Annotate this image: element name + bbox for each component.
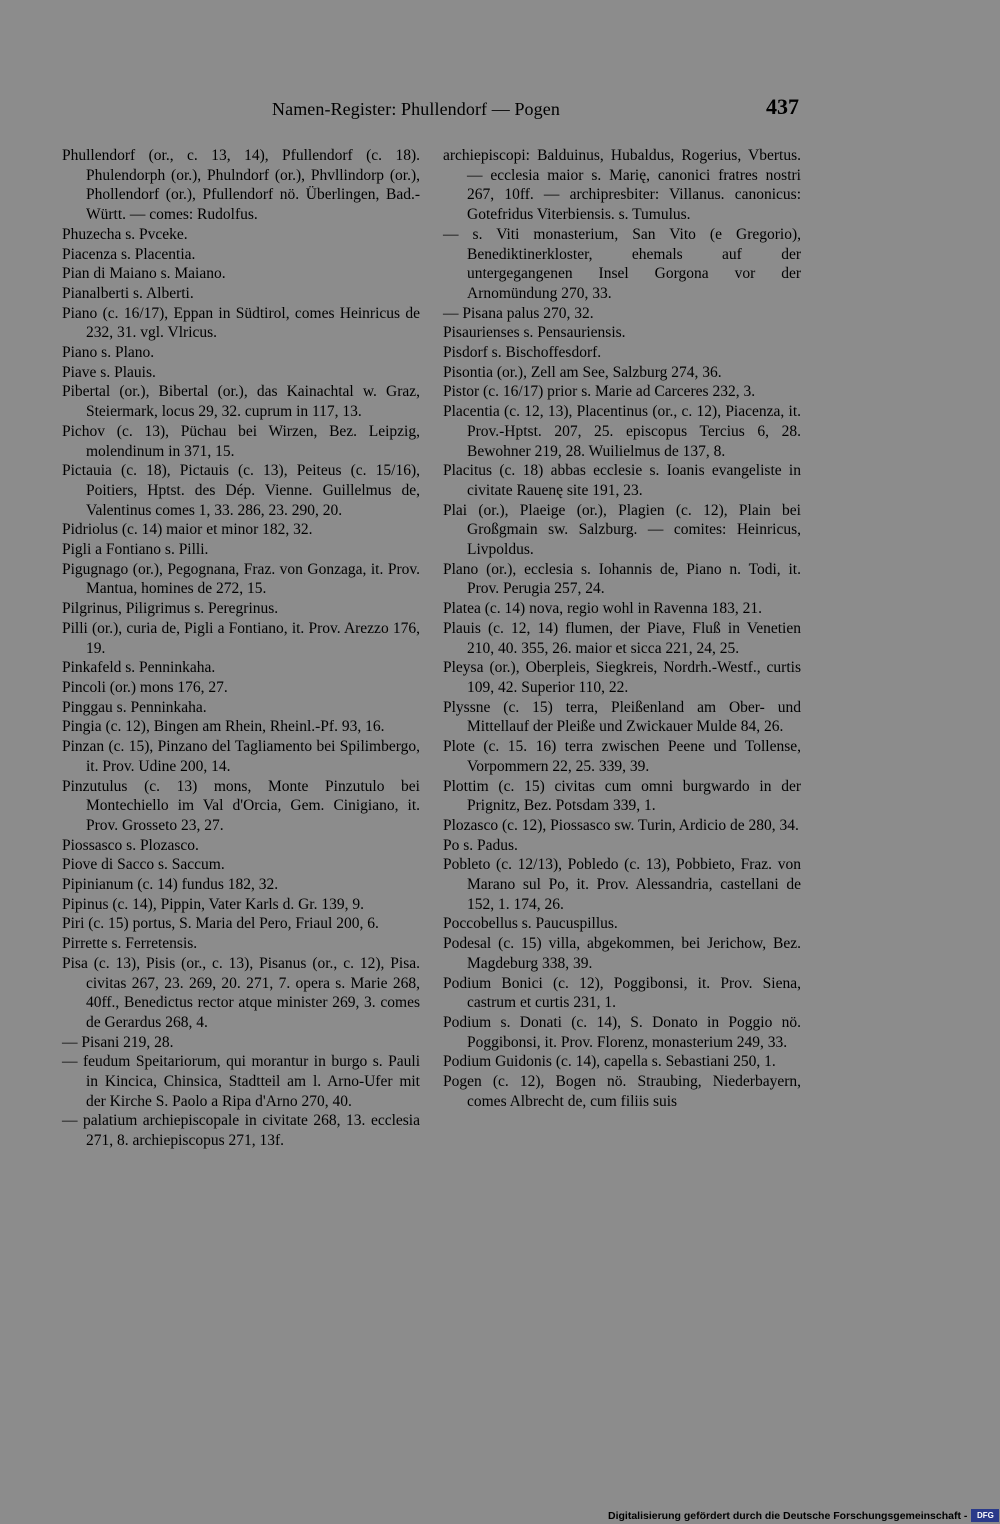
index-entry: Pincoli (or.) mons 176, 27. [62,678,228,696]
index-entry: Pingia (c. 12), Bingen am Rhein, Rheinl.-Pf. 93, 16. [62,718,385,736]
index-entry: Pisa (c. 13), Pisis (or., c. 13), Pisanus (or., c. 12), Pisa. civitas 267, 23. 269, 20. 271, 7. opera s. Marie 268, 40ff., Benedictus rector atque minister 269, 3. comes de Gerardus 268, 4. [62,954,420,1031]
index-entry: — palatium archiepiscopale in civitate 268, 13. ecclesia 271, 8. archiepiscopus 271, 13f. [62,1112,420,1150]
index-entry: Pinzutulus (c. 13) mons, Monte Pinzutulo bei Montechiello im Val d'Orcia, Gem. Cinigiano, it. Prov. Grosseto 23, 27. [62,777,420,834]
index-entry: Podium s. Donati (c. 14), S. Donato in Poggio nö. Poggibonsi, it. Prov. Florenz, monasterium 249, 33. [443,1013,801,1051]
index-entry: Piossasco s. Plozasco. [62,836,199,854]
page-number: 437 [766,94,799,119]
index-entry: — Pisana palus 270, 32. [443,304,594,322]
index-entry: Piove di Sacco s. Saccum. [62,856,225,874]
index-entry: Plottim (c. 15) civitas cum omni burgwardo in der Prignitz, Bez. Potsdam 339, 1. [443,777,801,815]
footer-credit [608,1509,999,1522]
footer-text: Digitalisierung gefördert durch die Deutsche Forschungsgemeinschaft - [608,1509,968,1522]
index-entry: Placentia (c. 12, 13), Placentinus (or., c. 12), Piacenza, it. Prov.-Hptst. 207, 25. episcopus Tercius 6, 28. Bewohner 219, 28. Wuilielmus de 137, 8. [443,403,801,460]
index-entry: Pistor (c. 16/17) prior s. Marie ad Carceres 232, 3. [443,383,756,401]
index-entry: Pinggau s. Penninkaha. [62,698,207,716]
index-entry: Plote (c. 15. 16) terra zwischen Peene und Tollense, Vorpommern 22, 25. 339, 39. [443,738,801,775]
index-entry: — feudum Speitariorum, qui morantur in burgo s. Pauli in Kincica, Chinsica, Stadtteil am l. Arno-Ufer mit der Kirche S. Paolo a Ripa d'Arno 270, 40. [62,1053,420,1110]
index-entry: Plano (or.), ecclesia s. Iohannis de, Piano n. Todi, it. Prov. Perugia 257, 24. [443,560,801,598]
index-entry: Podium Guidonis (c. 14), capella s. Sebastiani 250, 1. [443,1053,776,1071]
index-entry: Piano (c. 16/17), Eppan in Südtirol, comes Heinricus de 232, 31. vgl. Vlricus. [62,304,420,342]
index-entry: Platea (c. 14) nova, regio wohl in Ravenna 183, 21. [443,600,762,618]
index-entry: Piri (c. 15) portus, S. Maria del Pero, Friaul 200, 6. [62,915,379,933]
index-entry: Pogen (c. 12), Bogen nö. Straubing, Niederbayern, comes Albrecht de, cum filiis suis [443,1073,801,1110]
index-entry: Piano s. Plano. [62,344,155,362]
index-entry: — s. Viti monasterium, San Vito (e Gregorio), Benediktinerkloster, ehemals auf der untergegangenen Insel Gorgona vor der Arnomündung 270, 33. [443,225,801,302]
index-entry: Pichov (c. 13), Püchau bei Wirzen, Bez. Leipzig, molendinum in 371, 15. [62,422,420,460]
index-entry: Pipinianum (c. 14) fundus 182, 32. [62,876,279,894]
index-entry: Pibertal (or.), Bibertal (or.), das Kainachtal w. Graz, Steiermark, locus 29, 32. cuprum in 117, 13. [62,383,420,421]
right-column [443,146,801,1111]
index-entry: Podium Bonici (c. 12), Poggibonsi, it. Prov. Siena, castrum et curtis 231, 1. [443,974,801,1012]
index-entry: Pisaurienses s. Pensauriensis. [443,324,626,342]
dfg-logo-icon: DFG [971,1509,999,1522]
index-entry: Plozasco (c. 12), Piossasco sw. Turin, Ardicio de 280, 34. [443,816,799,834]
index-entry: Pilli (or.), curia de, Pigli a Fontiano, it. Prov. Arezzo 176, 19. [62,619,420,657]
running-header: Namen-Register: Phullendorf — Pogen [272,99,560,119]
index-entry: Pinzan (c. 15), Pinzano del Tagliamento bei Spilimbergo, it. Prov. Udine 200, 14. [62,738,420,775]
index-entry: Podesal (c. 15) villa, abgekommen, bei Jerichow, Bez. Magdeburg 338, 39. [443,935,801,972]
index-entry: Pian di Maiano s. Maiano. [62,265,226,283]
index-entry: Pictauia (c. 18), Pictauis (c. 13), Peiteus (c. 15/16), Poitiers, Hptst. des Dép. Vienne. Guillelmus de, Valentinus comes 1, 33. 286, 23. 290, 20. [62,462,420,519]
index-entry: Pianalberti s. Alberti. [62,284,194,302]
index-entry: archiepiscopi: Balduinus, Hubaldus, Rogerius, Vbertus. — ecclesia maior s. Marię, canonici fratres nostri 267, 10ff. — archipresbiter: Villanus. canonicus: Gotefridus Viterbiensis. s. Tumulus. [443,147,801,224]
index-entry: Po s. Padus. [443,836,518,854]
index-entry: Piacenza s. Placentia. [62,245,196,263]
index-entry: Pirrette s. Ferretensis. [62,935,198,953]
index-entry: Pigli a Fontiano s. Pilli. [62,541,209,559]
index-entry: Plyssne (c. 15) terra, Pleißenland am Ober- und Mittellauf der Pleiße und Zwickauer Mulde 84, 26. [443,698,801,736]
index-entry: Pidriolus (c. 14) maior et minor 182, 32. [62,521,313,539]
index-entry: Pigugnago (or.), Pegognana, Fraz. von Gonzaga, it. Prov. Mantua, homines de 272, 15. [62,560,420,598]
index-entry: Plai (or.), Plaeige (or.), Plagien (c. 12), Plain bei Großgmain sw. Salzburg. — comites: Heinricus, Livpoldus. [443,501,801,559]
index-entry: Pobleto (c. 12/13), Pobledo (c. 13), Pobbieto, Fraz. von Marano sul Po, it. Prov. Alessandria, castellani de 152, 1. 174, 26. [443,856,801,913]
index-entry: — Pisani 219, 28. [62,1033,174,1051]
index-entry: Poccobellus s. Paucuspillus. [443,915,618,933]
index-entry: Pisontia (or.), Zell am See, Salzburg 274, 36. [443,363,722,381]
index-entry: Phuzecha s. Pvceke. [62,225,188,243]
index-entry: Placitus (c. 18) abbas ecclesie s. Ioanis evangeliste in civitate Rauenę site 191, 23. [443,462,801,499]
index-entry: Piave s. Plauis. [62,363,156,381]
left-column [62,146,420,1151]
index-entry: Pleysa (or.), Oberpleis, Siegkreis, Nordrh.-Westf., curtis 109, 42. Superior 110, 22. [443,659,801,696]
index-entry: Plauis (c. 12, 14) flumen, der Piave, Fluß in Venetien 210, 40. 355, 26. maior et sicca 221, 24, 25. [443,619,801,657]
index-entry: Pisdorf s. Bischoffesdorf. [443,344,602,362]
index-entry: Pinkafeld s. Penninkaha. [62,659,216,677]
index-entry: Pilgrinus, Piligrimus s. Peregrinus. [62,600,279,618]
index-entry: Pipinus (c. 14), Pippin, Vater Karls d. Gr. 139, 9. [62,895,364,913]
index-entry: Phullendorf (or., c. 13, 14), Pfullendorf (c. 18). Phulendorph (or.), Phulndorf (or.), Phvllindorp (or.), Phollendorf (or.), Pfullendorf nö. Überlingen, Bad.-Württ. — comes: Rudolfus. [62,147,420,224]
